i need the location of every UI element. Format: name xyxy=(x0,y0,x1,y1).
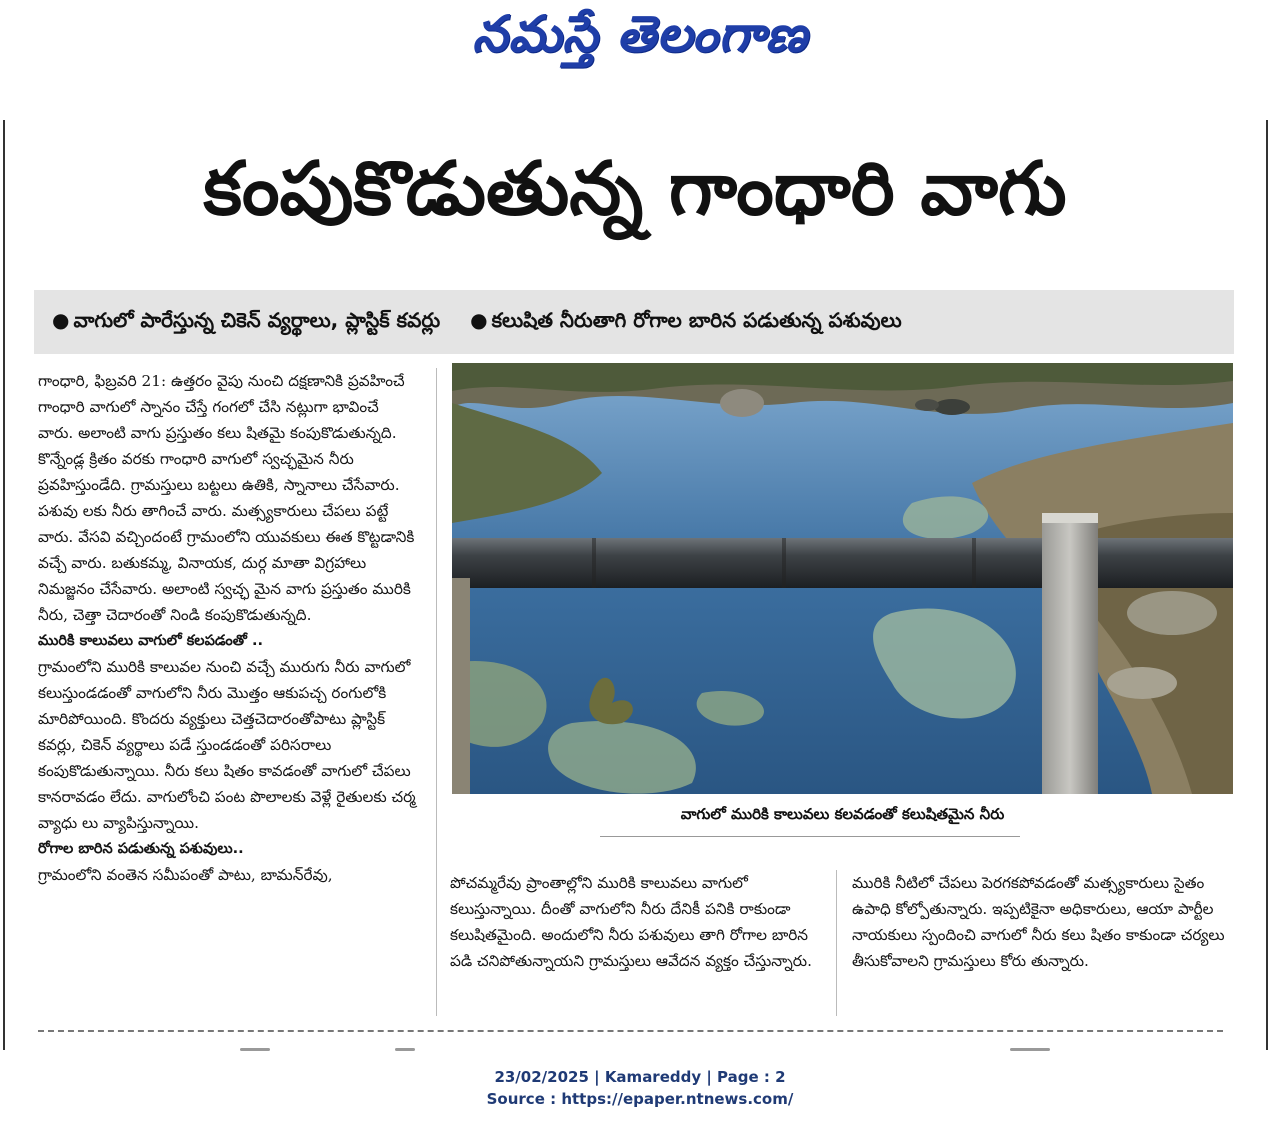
article-column-right xyxy=(852,870,1237,1010)
article-paragraph-3: గ్రామంలోని వంతెన సమీపంతో పాటు, బామన్‌రేవు, xyxy=(38,866,333,884)
footer-edition-info: 23/02/2025 | Kamareddy | Page : 2 xyxy=(494,1068,786,1086)
footer-source-link[interactable]: Source : https://epaper.ntnews.com/ xyxy=(486,1090,794,1108)
article-headline: కంపుకొడుతున్న గాంధారి వాగు xyxy=(203,146,1067,232)
caption-rule xyxy=(600,836,1020,837)
bottom-dashed-rule xyxy=(38,1030,1223,1032)
article-subtitle-1: మురికి కాలువలు వాగులో కలపడంతో .. xyxy=(38,633,263,649)
article-column-middle xyxy=(450,870,820,1010)
page-footer xyxy=(0,1066,1280,1110)
subhead-item xyxy=(52,308,440,337)
article-intro: గాంధారి, ఫిబ్రవరి 21: ఉత్తరం వైపు నుంచి దక్షణానికి ప్రవహించే గాంధారి వాగులో స్నానం చేస్తే గంగలో చేసి నట్లుగా భావించే వారు. అలాంటి వాగు ప్రస్తుతం కలు షితమై కంపుకొడుతున్నది. కొన్నేండ్ల క్రితం వరకు గాంధారి వాగులో స్వచ్ఛమైన నీరు ప్రవహిస్తుండేది. గ్రామస్తులు బట్టలు ఉతికి, స్నానాలు చేసేవారు. పశువు లకు నీరు తాగించే వారు. మత్స్యకారులు చేపలు పట్టే వారు. వేసవి వచ్చిందంటే గ్రామంలోని యువకులు ఈత కొట్టడానికి వచ్చే వారు. బతుకమ్మ, వినాయక, దుర్గ మాతా విగ్రహాలు నిమజ్జనం చేసేవారు. అలాంటి స్వచ్ఛ మైన వాగు ప్రస్తుతం మురికి నీరు, చెత్తా చెదారంతో నిండి కంపుకొడుతున్నది. xyxy=(38,372,415,624)
article-paragraph-3-continued: పోచమ్మరేవు ప్రాంతాల్లోని మురికి కాలువలు వాగులో కలుస్తున్నాయి. దీంతో వాగులోని నీరు దేనికీ పనికి రాకుండా కలుషితమైంది. అందులోని నీరు పశువులు తాగి రోగాల బారిన పడి చనిపోతున్నాయని గ్రామస్తులు ఆవేదన వ్యక్తం చేస్తున్నారు. xyxy=(450,874,812,970)
article-subhead-band xyxy=(34,290,1234,354)
column-divider xyxy=(436,368,437,1016)
article-column-left xyxy=(38,368,418,1008)
frame-right-border xyxy=(1266,120,1268,1050)
masthead xyxy=(0,0,1280,80)
article-subtitle-2: రోగాల బారిన పడుతున్న పశువులు.. xyxy=(38,841,244,857)
river-photo-illustration xyxy=(452,363,1233,794)
subhead-text-1: వాగులో పారేస్తున్న చికెన్ వ్యర్థాలు, ప్లాస్టిక్ కవర్లు xyxy=(73,307,441,332)
subhead-text-2: కలుషిత నీరుతాగి రోగాల బారిన పడుతున్న పశువులు xyxy=(491,307,902,332)
bullet-icon: ● xyxy=(470,307,488,332)
masthead-title: నమస్తే తెలంగాణ xyxy=(472,4,808,63)
subhead-item xyxy=(470,308,902,337)
article-paragraph-4: మురికి నీటిలో చేపలు పెరగకపోవడంతో మత్స్యకారులు సైతం ఉపాధి కోల్పోతున్నారు. ఇప్పటికైనా అధికారులు, ఆయా పార్టీల నాయకులు స్పందించి వాగులో నీరు కలు షితం కాకుండా చర్యలు తీసుకోవాలని గ్రామస్తులు కోరు తున్నారు. xyxy=(852,874,1225,970)
article-photo xyxy=(452,363,1233,794)
bullet-icon: ● xyxy=(52,307,70,332)
column-divider xyxy=(836,870,837,1016)
article-paragraph-2: గ్రామంలోని మురికి కాలువల నుంచి వచ్చే మురుగు నీరు వాగులో కలుస్తుండడంతో వాగులోని నీరు మొత్తం ఆకుపచ్చ రంగులోకి మారిపోయింది. కొందరు వ్యక్తులు చెత్తచెదారంతోపాటు ప్లాస్టిక్ కవర్లు, చికెన్ వ్యర్థాలు పడే స్తుండడంతో పరిసరాలు కంపుకొడుతున్నాయి. నీరు కలు షితం కావడంతో వాగులో చేపలు కానరావడం లేదు. వాగులోంచి పంట పొలాలకు వెళ్లే రైతులకు చర్మ వ్యాధు లు వ్యాపిస్తున్నాయి. xyxy=(38,658,416,832)
frame-left-border xyxy=(3,120,5,1050)
page-cut-line xyxy=(0,1048,1280,1052)
photo-caption: వాగులో మురికి కాలువలు కలవడంతో కలుషితమైన నీరు xyxy=(680,805,1005,823)
